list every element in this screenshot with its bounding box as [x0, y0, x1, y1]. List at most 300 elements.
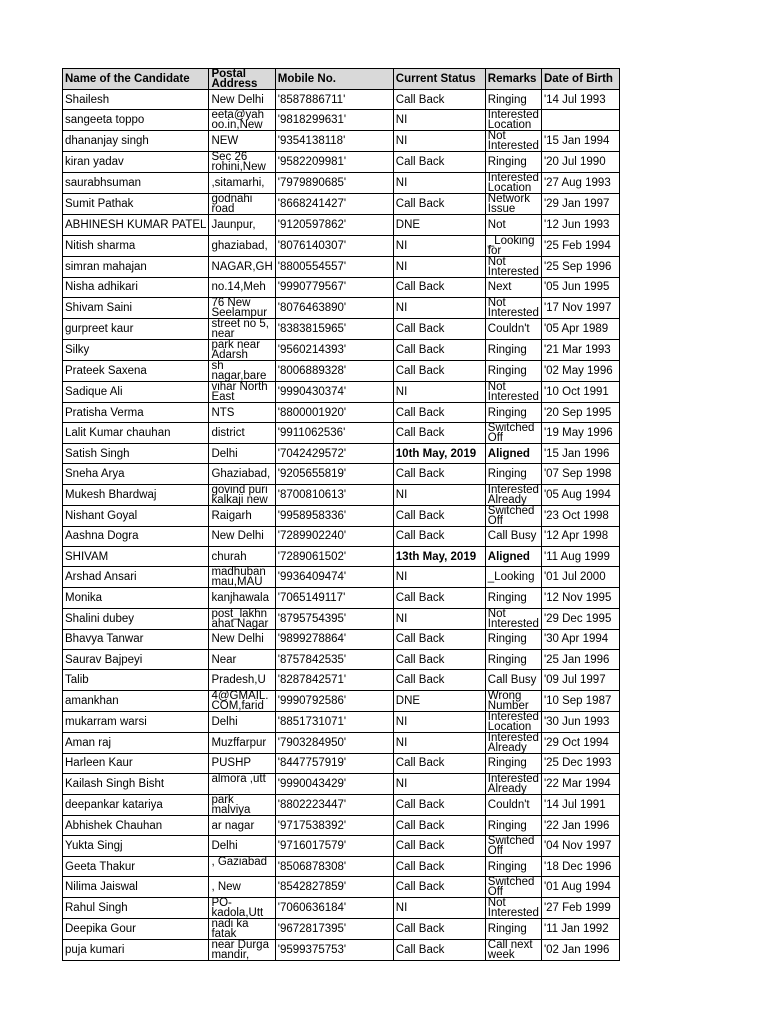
cell-mobile: '9582209981': [275, 152, 393, 173]
cell-remarks: Ringing: [485, 464, 541, 484]
table-row: [63, 753, 620, 773]
cell-postal-address: 4@GMAIL. COM,farid: [209, 690, 275, 711]
cell-mobile: '9120597862': [275, 215, 393, 235]
cell-remarks: Aligned: [485, 444, 541, 464]
cell-name: Mukesh Bhardwaj: [63, 484, 209, 505]
cell-name: Nitish sharma: [63, 235, 209, 256]
cell-current-status: NI: [393, 773, 485, 794]
cell-postal-address: almora ,utt: [209, 773, 275, 794]
cell-current-status: NI: [393, 608, 485, 629]
cell-mobile: '9205655819': [275, 464, 393, 484]
cell-postal-address: NAGAR,GH: [209, 256, 275, 277]
cell-date-of-birth: '15 Jan 1996: [541, 444, 619, 464]
cell-remarks: Ringing: [485, 588, 541, 608]
table-row: [63, 773, 620, 794]
header-remarks: Remarks: [485, 69, 541, 90]
cell-current-status: DNE: [393, 690, 485, 711]
cell-date-of-birth: '11 Aug 1999: [541, 547, 619, 567]
cell-mobile: '9958958336': [275, 505, 393, 526]
cell-name: Shailesh: [63, 90, 209, 110]
cell-remarks: Network Issue: [485, 194, 541, 215]
cell-date-of-birth: '05 Apr 1989: [541, 318, 619, 339]
cell-date-of-birth: '30 Jun 1993: [541, 711, 619, 732]
cell-date-of-birth: '19 May 1996: [541, 423, 619, 444]
cell-mobile: '9354138118': [275, 131, 393, 152]
cell-current-status: Call Back: [393, 670, 485, 690]
cell-name: SHIVAM: [63, 547, 209, 567]
table-row: [63, 940, 620, 961]
cell-current-status: Call Back: [393, 152, 485, 173]
cell-mobile: '9599375753': [275, 940, 393, 961]
cell-remarks: Interested Already: [485, 484, 541, 505]
table-row: [63, 297, 620, 318]
cell-current-status: Call Back: [393, 649, 485, 669]
cell-postal-address: vihar North East: [209, 381, 275, 402]
table-row: [63, 898, 620, 919]
candidate-table: [62, 68, 620, 961]
cell-name: puja kumari: [63, 940, 209, 961]
table-row: [63, 194, 620, 215]
cell-mobile: '8287842571': [275, 670, 393, 690]
cell-current-status: Call Back: [393, 857, 485, 877]
cell-postal-address: madhuban mau,MAU: [209, 567, 275, 588]
cell-remarks: Ringing: [485, 919, 541, 940]
cell-date-of-birth: '02 Jan 1996: [541, 940, 619, 961]
header-mobile: Mobile No.: [275, 69, 393, 90]
cell-mobile: '9560214393': [275, 339, 393, 360]
cell-mobile: '8668241427': [275, 194, 393, 215]
cell-remarks: Not Interested: [485, 131, 541, 152]
cell-date-of-birth: '25 Dec 1993: [541, 753, 619, 773]
cell-current-status: 10th May, 2019: [393, 444, 485, 464]
table-row: [63, 256, 620, 277]
cell-current-status: Call Back: [393, 423, 485, 444]
cell-date-of-birth: '22 Mar 1994: [541, 773, 619, 794]
cell-remarks: Wrong Number: [485, 690, 541, 711]
cell-mobile: '8802223447': [275, 794, 393, 815]
cell-remarks: Interested Location: [485, 110, 541, 131]
cell-remarks: Switched Off: [485, 836, 541, 857]
cell-postal-address: New Delhi: [209, 90, 275, 110]
cell-name: amankhan: [63, 690, 209, 711]
table-row: [63, 857, 620, 877]
cell-date-of-birth: '21 Mar 1993: [541, 339, 619, 360]
cell-name: Arshad Ansari: [63, 567, 209, 588]
cell-mobile: '9936409474': [275, 567, 393, 588]
cell-name: Deepika Gour: [63, 919, 209, 940]
cell-remarks: Interested Already: [485, 773, 541, 794]
cell-postal-address: , Gaziabad: [209, 857, 275, 877]
cell-date-of-birth: '14 Jul 1991: [541, 794, 619, 815]
cell-postal-address: eeta@yah oo.in,New: [209, 110, 275, 131]
cell-mobile: '7289902240': [275, 526, 393, 546]
cell-name: ABHINESH KUMAR PATEL: [63, 215, 209, 235]
cell-date-of-birth: '30 Apr 1994: [541, 629, 619, 649]
cell-date-of-birth: '10 Sep 1987: [541, 690, 619, 711]
cell-remarks: Interested Location: [485, 711, 541, 732]
table-row: [63, 339, 620, 360]
cell-name: dhananjay singh: [63, 131, 209, 152]
cell-current-status: Call Back: [393, 464, 485, 484]
cell-name: Bhavya Tanwar: [63, 629, 209, 649]
cell-postal-address: godnahi road: [209, 194, 275, 215]
cell-name: Aashna Dogra: [63, 526, 209, 546]
cell-remarks: Not Interested: [485, 898, 541, 919]
cell-mobile: '9717538392': [275, 815, 393, 835]
cell-mobile: '8447757919': [275, 753, 393, 773]
header-postal-address: Postal Address: [209, 69, 275, 90]
cell-date-of-birth: '18 Dec 1996: [541, 857, 619, 877]
cell-postal-address: PO- kadola,Utt: [209, 898, 275, 919]
cell-mobile: '9818299631': [275, 110, 393, 131]
cell-mobile: '8851731071': [275, 711, 393, 732]
cell-date-of-birth: '25 Feb 1994: [541, 235, 619, 256]
cell-date-of-birth: '12 Nov 1995: [541, 588, 619, 608]
table-row: [63, 836, 620, 857]
cell-postal-address: , New: [209, 877, 275, 898]
table-row: [63, 110, 620, 131]
table-row: [63, 131, 620, 152]
cell-mobile: '9672817395': [275, 919, 393, 940]
cell-remarks: Ringing: [485, 152, 541, 173]
cell-postal-address: sh nagar,bare: [209, 360, 275, 381]
cell-date-of-birth: '04 Nov 1997: [541, 836, 619, 857]
cell-mobile: '7060636184': [275, 898, 393, 919]
cell-remarks: Not Interested: [485, 297, 541, 318]
cell-name: saurabhsuman: [63, 173, 209, 194]
cell-date-of-birth: '22 Jan 1996: [541, 815, 619, 835]
cell-name: sangeeta toppo: [63, 110, 209, 131]
cell-postal-address: street no 5, near: [209, 318, 275, 339]
cell-mobile: '9911062536': [275, 423, 393, 444]
cell-date-of-birth: '05 Jun 1995: [541, 277, 619, 297]
cell-current-status: Call Back: [393, 360, 485, 381]
cell-date-of-birth: '29 Dec 1995: [541, 608, 619, 629]
cell-postal-address: park malviya: [209, 794, 275, 815]
cell-current-status: Call Back: [393, 940, 485, 961]
table-row: [63, 90, 620, 110]
cell-remarks: Ringing: [485, 90, 541, 110]
cell-current-status: 13th May, 2019: [393, 547, 485, 567]
cell-date-of-birth: '29 Oct 1994: [541, 732, 619, 753]
cell-postal-address: Muzffarpur: [209, 732, 275, 753]
cell-remarks: Aligned: [485, 547, 541, 567]
cell-mobile: '8506878308': [275, 857, 393, 877]
cell-mobile: '9990779567': [275, 277, 393, 297]
table-row: [63, 484, 620, 505]
table-row: [63, 464, 620, 484]
cell-mobile: '8587886711': [275, 90, 393, 110]
header-name: Name of the Candidate: [63, 69, 209, 90]
cell-name: simran mahajan: [63, 256, 209, 277]
cell-postal-address: Near: [209, 649, 275, 669]
table-row: [63, 588, 620, 608]
cell-current-status: Call Back: [393, 836, 485, 857]
cell-date-of-birth: '09 Jul 1997: [541, 670, 619, 690]
cell-name: Shivam Saini: [63, 297, 209, 318]
cell-postal-address: Pradesh,U: [209, 670, 275, 690]
cell-remarks: Interested Location: [485, 173, 541, 194]
table-row: [63, 794, 620, 815]
cell-postal-address: NTS: [209, 402, 275, 422]
cell-date-of-birth: '12 Apr 1998: [541, 526, 619, 546]
cell-name: Prateek Saxena: [63, 360, 209, 381]
cell-postal-address: ar nagar: [209, 815, 275, 835]
table-row: [63, 235, 620, 256]
cell-current-status: NI: [393, 484, 485, 505]
cell-postal-address: Delhi: [209, 836, 275, 857]
table-row: [63, 815, 620, 835]
table-row: [63, 215, 620, 235]
cell-remarks: Couldn't: [485, 318, 541, 339]
cell-current-status: Call Back: [393, 194, 485, 215]
cell-mobile: '9990430374': [275, 381, 393, 402]
table-row: [63, 402, 620, 422]
cell-remarks: Ringing: [485, 402, 541, 422]
cell-remarks: Ringing: [485, 753, 541, 773]
table-row: [63, 152, 620, 173]
table-row: [63, 547, 620, 567]
cell-postal-address: Jaunpur,: [209, 215, 275, 235]
cell-name: Satish Singh: [63, 444, 209, 464]
cell-date-of-birth: '07 Sep 1998: [541, 464, 619, 484]
cell-remarks: Couldn't: [485, 794, 541, 815]
cell-remarks: Ringing: [485, 339, 541, 360]
cell-mobile: '8800001920': [275, 402, 393, 422]
cell-postal-address: Sec 26 rohini,New: [209, 152, 275, 173]
cell-mobile: '9990043429': [275, 773, 393, 794]
cell-current-status: Call Back: [393, 629, 485, 649]
cell-remarks: Call Busy: [485, 526, 541, 546]
cell-remarks: Ringing: [485, 360, 541, 381]
cell-date-of-birth: '15 Jan 1994: [541, 131, 619, 152]
cell-postal-address: Delhi: [209, 711, 275, 732]
cell-current-status: Call Back: [393, 90, 485, 110]
cell-postal-address: churah: [209, 547, 275, 567]
cell-current-status: Call Back: [393, 339, 485, 360]
cell-date-of-birth: '20 Sep 1995: [541, 402, 619, 422]
cell-date-of-birth: '25 Jan 1996: [541, 649, 619, 669]
cell-remarks: Call next week: [485, 940, 541, 961]
cell-postal-address: ,sitamarhi,: [209, 173, 275, 194]
cell-current-status: Call Back: [393, 794, 485, 815]
cell-current-status: Call Back: [393, 588, 485, 608]
cell-postal-address: New Delhi: [209, 629, 275, 649]
table-row: [63, 690, 620, 711]
cell-remarks: Not Interested: [485, 608, 541, 629]
cell-postal-address: ghaziabad,: [209, 235, 275, 256]
table-row: [63, 649, 620, 669]
table-row: [63, 381, 620, 402]
cell-date-of-birth: '14 Jul 1993: [541, 90, 619, 110]
cell-date-of-birth: '23 Oct 1998: [541, 505, 619, 526]
cell-current-status: NI: [393, 256, 485, 277]
cell-name: Shalini dubey: [63, 608, 209, 629]
cell-name: Monika: [63, 588, 209, 608]
cell-name: Nisha adhikari: [63, 277, 209, 297]
cell-name: Silky: [63, 339, 209, 360]
cell-postal-address: district: [209, 423, 275, 444]
cell-current-status: Call Back: [393, 877, 485, 898]
cell-remarks: Switched Off: [485, 877, 541, 898]
cell-mobile: '8795754395': [275, 608, 393, 629]
cell-current-status: NI: [393, 173, 485, 194]
cell-remarks: Not Interested: [485, 256, 541, 277]
table-row: [63, 444, 620, 464]
table-row: [63, 318, 620, 339]
cell-current-status: Call Back: [393, 277, 485, 297]
table-row: [63, 670, 620, 690]
cell-date-of-birth: '20 Jul 1990: [541, 152, 619, 173]
cell-date-of-birth: '12 Jun 1993: [541, 215, 619, 235]
cell-date-of-birth: '11 Jan 1992: [541, 919, 619, 940]
cell-name: gurpreet kaur: [63, 318, 209, 339]
table-row: [63, 505, 620, 526]
cell-postal-address: no.14,Meh: [209, 277, 275, 297]
cell-mobile: '8700810613': [275, 484, 393, 505]
cell-mobile: '7042429572': [275, 444, 393, 464]
cell-date-of-birth: '05 Aug 1994: [541, 484, 619, 505]
table-row: [63, 277, 620, 297]
cell-remarks: Not: [485, 215, 541, 235]
cell-name: Sumit Pathak: [63, 194, 209, 215]
cell-name: Sneha Arya: [63, 464, 209, 484]
cell-remarks: Call Busy: [485, 670, 541, 690]
cell-date-of-birth: '10 Oct 1991: [541, 381, 619, 402]
cell-mobile: '9716017579': [275, 836, 393, 857]
header-date-of-birth: Date of Birth: [541, 69, 619, 90]
cell-postal-address: near Durga mandir,: [209, 940, 275, 961]
cell-name: Aman raj: [63, 732, 209, 753]
cell-current-status: Call Back: [393, 526, 485, 546]
table-row: [63, 173, 620, 194]
cell-postal-address: 76 New Seelampur: [209, 297, 275, 318]
cell-current-status: Call Back: [393, 318, 485, 339]
cell-mobile: '9899278864': [275, 629, 393, 649]
cell-mobile: '8383815965': [275, 318, 393, 339]
cell-remarks: Next: [485, 277, 541, 297]
cell-remarks: Interested Already: [485, 732, 541, 753]
cell-name: Kailash Singh Bisht: [63, 773, 209, 794]
cell-date-of-birth: '01 Jul 2000: [541, 567, 619, 588]
cell-name: Lalit Kumar chauhan: [63, 423, 209, 444]
cell-name: deepankar katariya: [63, 794, 209, 815]
cell-name: Harleen Kaur: [63, 753, 209, 773]
cell-name: Nilima Jaiswal: [63, 877, 209, 898]
cell-mobile: '8076140307': [275, 235, 393, 256]
cell-postal-address: PUSHP: [209, 753, 275, 773]
cell-name: Rahul Singh: [63, 898, 209, 919]
cell-current-status: NI: [393, 732, 485, 753]
cell-date-of-birth: '25 Sep 1996: [541, 256, 619, 277]
cell-mobile: '7065149117': [275, 588, 393, 608]
cell-remarks: Ringing: [485, 629, 541, 649]
cell-date-of-birth: '17 Nov 1997: [541, 297, 619, 318]
table-row: [63, 608, 620, 629]
cell-remarks: _Looking for: [485, 235, 541, 256]
cell-name: mukarram warsi: [63, 711, 209, 732]
cell-postal-address: New Delhi: [209, 526, 275, 546]
cell-postal-address: kanjhawala: [209, 588, 275, 608]
cell-current-status: Call Back: [393, 505, 485, 526]
cell-remarks: Switched Off: [485, 423, 541, 444]
cell-current-status: NI: [393, 711, 485, 732]
cell-current-status: Call Back: [393, 402, 485, 422]
table-row: [63, 919, 620, 940]
cell-mobile: '7979890685': [275, 173, 393, 194]
cell-name: kiran yadav: [63, 152, 209, 173]
cell-mobile: '8800554557': [275, 256, 393, 277]
cell-date-of-birth: '27 Feb 1999: [541, 898, 619, 919]
cell-postal-address: govind puri kalkaji new: [209, 484, 275, 505]
cell-mobile: '8542827859': [275, 877, 393, 898]
cell-remarks: Not Interested: [485, 381, 541, 402]
cell-postal-address: Raigarh: [209, 505, 275, 526]
cell-name: Geeta Thakur: [63, 857, 209, 877]
cell-remarks: Ringing: [485, 815, 541, 835]
cell-remarks: Ringing: [485, 649, 541, 669]
table-row: [63, 732, 620, 753]
cell-name: Abhishek Chauhan: [63, 815, 209, 835]
cell-postal-address: nadi ka fatak: [209, 919, 275, 940]
cell-current-status: Call Back: [393, 815, 485, 835]
cell-date-of-birth: '27 Aug 1993: [541, 173, 619, 194]
cell-current-status: DNE: [393, 215, 485, 235]
header-current-status: Current Status: [393, 69, 485, 90]
cell-remarks: _Looking: [485, 567, 541, 588]
cell-mobile: '8006889328': [275, 360, 393, 381]
cell-mobile: '8757842535': [275, 649, 393, 669]
table-row: [63, 711, 620, 732]
table-row: [63, 526, 620, 546]
cell-name: Pratisha Verma: [63, 402, 209, 422]
cell-name: Yukta Singj: [63, 836, 209, 857]
cell-date-of-birth: [541, 110, 619, 131]
cell-name: Saurav Bajpeyi: [63, 649, 209, 669]
table-row: [63, 567, 620, 588]
cell-current-status: NI: [393, 381, 485, 402]
cell-name: Talib: [63, 670, 209, 690]
cell-postal-address: post_lakhn ahat Nagar: [209, 608, 275, 629]
cell-current-status: NI: [393, 110, 485, 131]
table-row: [63, 423, 620, 444]
cell-current-status: Call Back: [393, 753, 485, 773]
cell-current-status: NI: [393, 235, 485, 256]
cell-current-status: NI: [393, 898, 485, 919]
table-row: [63, 877, 620, 898]
cell-mobile: '7903284950': [275, 732, 393, 753]
cell-postal-address: NEW: [209, 131, 275, 152]
cell-postal-address: park near Adarsh: [209, 339, 275, 360]
table-row: [63, 629, 620, 649]
cell-current-status: NI: [393, 297, 485, 318]
cell-mobile: '9990792586': [275, 690, 393, 711]
table-row: [63, 360, 620, 381]
cell-date-of-birth: '29 Jan 1997: [541, 194, 619, 215]
cell-date-of-birth: '01 Aug 1994: [541, 877, 619, 898]
cell-current-status: Call Back: [393, 919, 485, 940]
cell-postal-address: Delhi: [209, 444, 275, 464]
header-row: [63, 69, 620, 90]
cell-current-status: NI: [393, 131, 485, 152]
cell-postal-address: Ghaziabad,: [209, 464, 275, 484]
cell-mobile: '7289061502': [275, 547, 393, 567]
cell-remarks: Ringing: [485, 857, 541, 877]
cell-name: Nishant Goyal: [63, 505, 209, 526]
cell-mobile: '8076463890': [275, 297, 393, 318]
cell-name: Sadique Ali: [63, 381, 209, 402]
cell-date-of-birth: '02 May 1996: [541, 360, 619, 381]
